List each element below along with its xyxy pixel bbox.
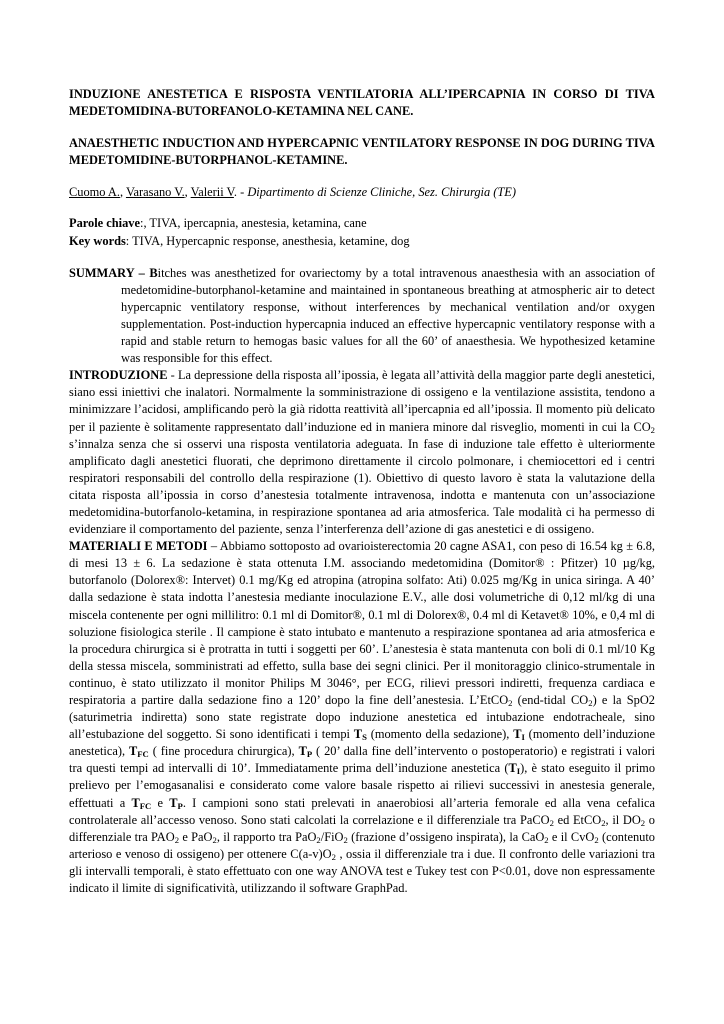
methods-text-19: (contenuto arterioso e venoso di ossigeno) per ottenere C(a-v)O — [69, 829, 655, 861]
intro-text-2: s’innalza senza che si osservi una risposta ventilatoria adeguata. In fase di induzione tale effetto è ulteriormente amplificato dagli anestetici fluorati, che deprimono direttamente il circolo polmonare, i chemiocettori ed i centri respiratori responsabili del controllo della respirazione (1). Obiettivo di questo lavoro è stata la valutazione della citata risposta all’ipossia in corso d’anestesia totalmente intravenosa, indotta e mantenuta con un’associazione medetomidina-butorfanolo-ketamina, in respirazione spontanea ad aria atmosferica. Tale modalità ci ha permesso di evidenziare il comportamento del paziente, senza l’interferenza dell’azione di gas anestetici e di ossigeno. — [69, 436, 655, 537]
methods-text-1: – Abbiamo sottoposto ad ovarioisterectomia 20 cagne ASA1, con peso di 16.54 kg ± 6.8, di mesi 13 ± 6. La sedazione è stata ottenuta I.M. associando medetomidina (Domitor® : Pfitzer) 10 µg/kg, butorfanolo (Dolorex®: Intervet) 0.1 mg/Kg ed atropina (atropina solfato: Ati) 0.025 mg/Kg in unica siringa. A 40’ dalla sedazione è stata indotta l’anestesia mediante inoculazione E.V., alle dosi volumetriche di 0,12 ml/kg di una miscela contenente per ogni millilitro: 0.1 ml di Domitor®, 0.1 ml di Dolorex®, 0.4 ml di Ketavet® 10%, e 0,4 ml di soluzione fisiologica sterile . Il campione è stato intubato e mantenuto a respirazione spontanea ad aria atmosferica e la procedura chirurgica si è protratta in tutti i soggetti per 60’. L’anestesia è stata mantenuta con boli di 0.1 ml/10 Kg della stessa miscela, somministrati ad effetto, sulla base dei segni clinici. Per il monitoraggio clinico-strumentale in continuo, è stato utilizzato il monitor Philips M 3046°, per ECG, rilievi pressori indiretti, frequenza cardiaca e respiratoria a partire dalla sedazione fino a 120’ dopo la fine dell’anestesia. L’EtCO — [69, 539, 655, 707]
keywords-english-text: : TIVA, Hypercapnic response, anesthesia, ketamine, dog — [125, 233, 410, 248]
methods-text-20: , ossia il differenziale tra i due. Il confronto delle variazioni tra gli intervalli temporali, è stato effettuato con one way ANOVA test e Tukey test con P<0.01, dove non espressamente indicato il limite di significatività, utilizzando il software GraphPad. — [69, 846, 656, 896]
summary-text: itches was anesthetized for ovariectomy by a total intravenous anaesthesia with an association of medetomidine-butorphanol-ketamine and maintained in spontaneous breathing at atmospheric air to detect hypercapnic ventilatory response, without interferences by mechanical ventilation and/or oxygen supplementation. Post-induction hypercapnia induced an effective hypercapnic ventilatory response with a rapid and stable return to hemogas basic values for all the 60’ of anaesthesia. We hypothesized ketamine was responsible for this effect. — [121, 265, 655, 366]
methods-sub-6: 2 — [174, 834, 180, 845]
author-line — [69, 184, 655, 201]
time-ts-sub: S — [362, 732, 367, 743]
time-tfc: T — [129, 744, 138, 759]
methods-sub-5: 2 — [640, 817, 646, 828]
affiliation: Dipartimento di Scienze Cliniche, Sez. Chirurgia (TE) — [247, 185, 516, 200]
time-tfc-2: T — [131, 795, 140, 810]
introduction-paragraph — [69, 367, 655, 538]
methods-text-10: . I campioni sono stati prelevati in anaerobiosi all’arteria femorale ed alla vena cefalica controlaterale all’accesso venoso. Sono stati calcolati la correlazione e il differenziale tra PaCO — [69, 795, 656, 827]
author-sep-2: , — [184, 185, 191, 200]
time-ts: T — [353, 727, 363, 742]
methods-sub-12: 2 — [331, 852, 336, 862]
author-dash: . - — [233, 185, 248, 200]
author-2: Varasano V. — [125, 185, 185, 200]
title-english: ANAESTHETIC INDUCTION AND HYPERCAPNIC VENTILATORY RESPONSE IN DOG DURING TIVA MEDETOMIDINE-BUTORPHANOL-KETAMINE. — [69, 136, 655, 168]
author-sep-1: , — [119, 185, 126, 200]
methods-sub-3: 2 — [549, 817, 554, 828]
methods-text-9: e — [151, 795, 170, 810]
methods-label: MATERIALI E METODI — [69, 539, 208, 554]
time-tp-2: T — [169, 795, 178, 810]
methods-text-5: (momento dell’induzione anestetica), — [69, 727, 655, 759]
methods-text-7: ( 20’ dalla fine dell’intervento o postoperatorio) e registrati i valori tra questi tempi ad intervalli di 10’. Immediatamente prima dell’induzione anestetica ( — [69, 744, 656, 776]
time-ti-sub: I — [521, 732, 525, 743]
time-ti-2-sub: I — [516, 766, 521, 777]
methods-sub-1: 2 — [508, 698, 513, 709]
intro-text-1: - La depressione della risposta all’ipossia, è legata all’attività della maggior parte degli anestetici, siano essi iniettivi che inalatori. Normalmente la somministrazione di ossigeno e la ventilazione assistita, tendono a minimizzare l’acidosi, amplificando però la già ridotta reattività all’ipercapnia ed all’ipossia. Il momento più delicato per il paziente è solitamente rappresentato dall’induzione ed in maniera minore dal risveglio, momenti in cui la CO — [69, 368, 655, 434]
time-ti-2: T — [508, 761, 517, 776]
time-tfc-2-sub: FC — [139, 800, 152, 811]
keywords-english — [69, 233, 655, 250]
time-tfc-sub: FC — [137, 749, 149, 760]
keywords-italian — [69, 215, 655, 232]
methods-sub-4: 2 — [601, 817, 606, 828]
methods-sub-8: 2 — [316, 834, 321, 845]
methods-sub-7: 2 — [212, 834, 217, 845]
methods-sub-2: 2 — [588, 698, 593, 709]
methods-sub-9: 2 — [343, 834, 348, 845]
methods-text-3: ) e la SpO2 (saturimetria indiretta) sono state registrate dopo induzione anestetica ed intubazione endotracheale, sino all’estubazione del soggetto. Si sono identificati i tempi — [69, 693, 655, 742]
methods-text-6: ( fine procedura chirurgica), — [148, 744, 299, 759]
methods-sub-10: 2 — [544, 834, 549, 845]
methods-text-18: e il CvO — [548, 829, 595, 844]
time-tp-2-sub: P — [177, 800, 183, 811]
methods-text-2: (end-tidal CO — [512, 693, 589, 707]
methods-text-12: , il DO — [605, 812, 641, 827]
methods-text-17: (frazione d’ossigeno inspirata), la CaO — [347, 829, 545, 844]
paper-page — [69, 86, 655, 897]
title-italian: INDUZIONE ANESTETICA E RISPOSTA VENTILATORIA ALL’IPERCAPNIA IN CORSO DI TIVA MEDETOMIDINA-BUTORFANOLO-KETAMINA NEL CANE. — [69, 87, 655, 119]
author-3: Valerii V — [190, 185, 234, 200]
keywords-italian-label: Parole chiave — [69, 216, 140, 231]
keywords-english-label: Key words — [69, 233, 126, 248]
author-1: Cuomo A. — [69, 185, 120, 200]
time-tp-sub: P — [306, 749, 313, 760]
summary-label: SUMMARY – B — [69, 265, 158, 280]
methods-paragraph — [69, 538, 655, 897]
intro-sub-1: 2 — [650, 424, 655, 435]
methods-sub-11: 2 — [594, 834, 599, 845]
methods-text-13: o differenziale tra PAO — [69, 812, 656, 844]
summary-paragraph — [69, 265, 655, 368]
methods-text-16: /FiO — [320, 829, 344, 844]
methods-text-14: e PaO — [179, 829, 213, 844]
methods-text-8: ), è stato eseguito il primo prelievo per l’emogasanalisi e considerato come valore basale rispetto ai rilievi successivi in anestesia generale, effettuati a — [69, 761, 656, 810]
time-ti: T — [513, 727, 522, 742]
time-tp: T — [298, 744, 307, 759]
methods-text-15: , il rapporto tra PaO — [216, 829, 317, 844]
keywords-italian-text: :, TIVA, ipercapnia, anestesia, ketamina, cane — [140, 216, 367, 231]
methods-text-4: (momento della sedazione), — [366, 727, 514, 742]
methods-text-11: ed EtCO — [553, 812, 602, 827]
introduction-label: INTRODUZIONE — [69, 368, 168, 383]
